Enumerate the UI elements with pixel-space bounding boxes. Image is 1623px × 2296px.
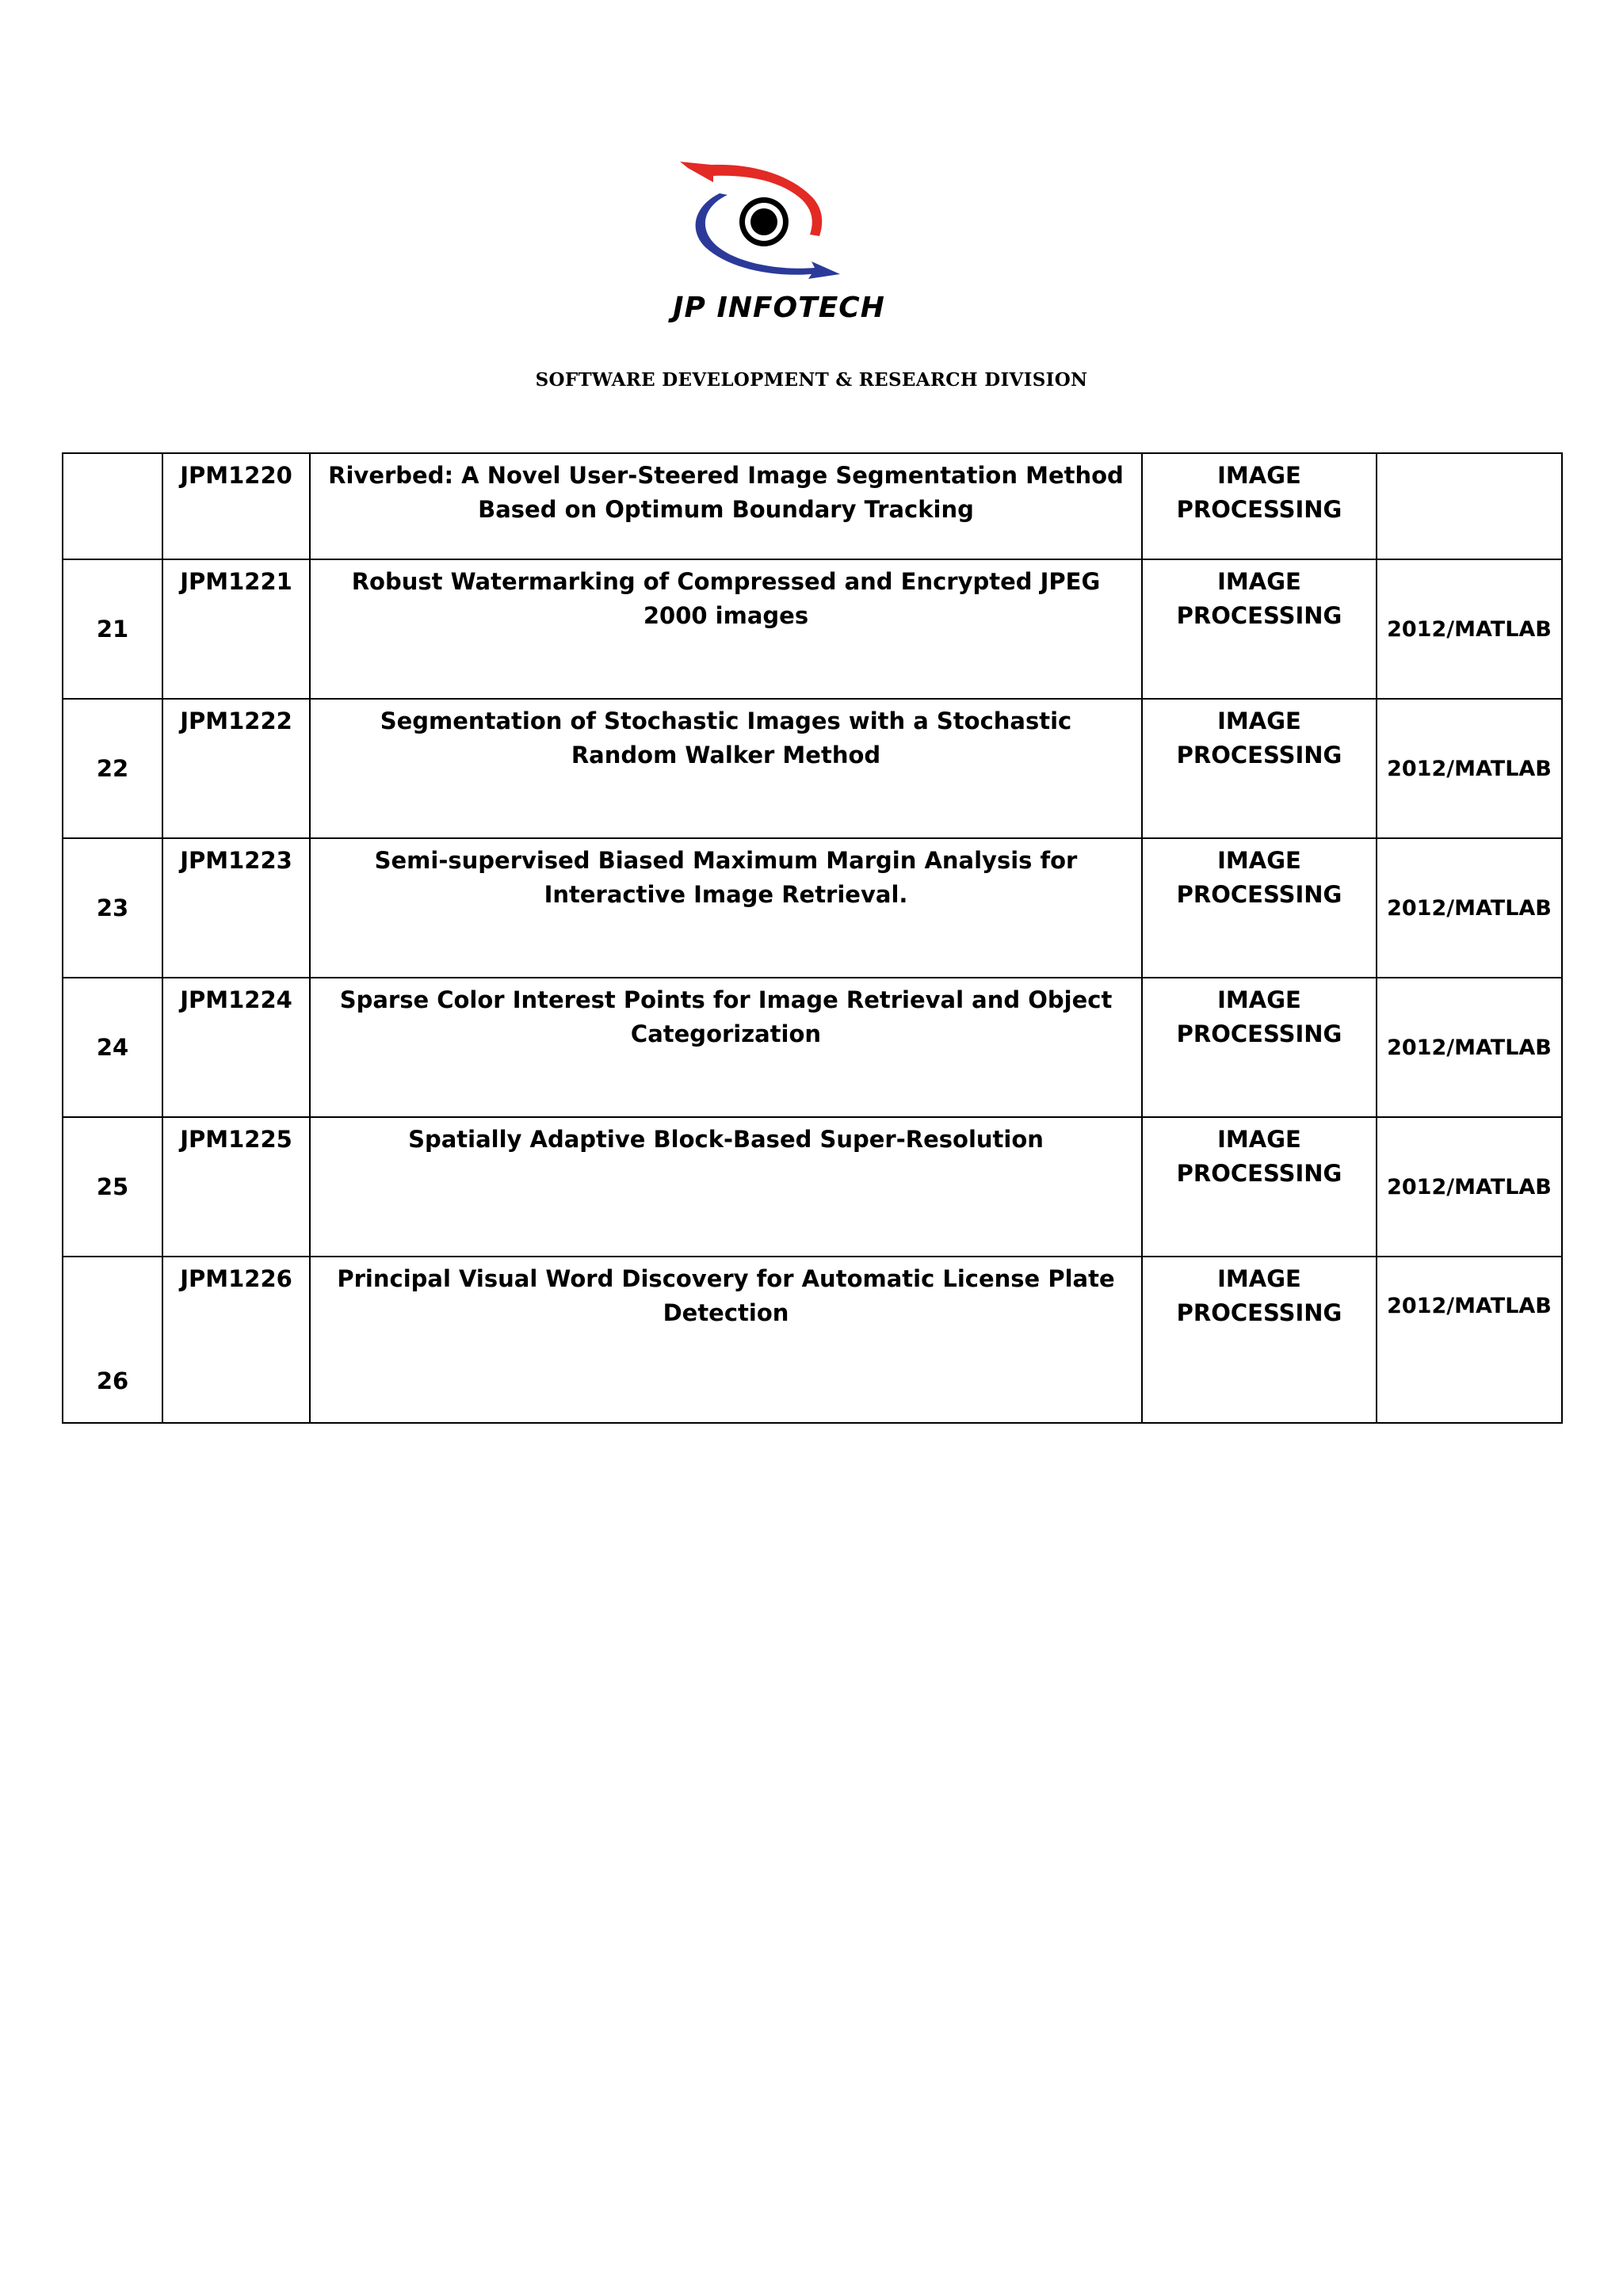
projects-table bbox=[62, 452, 1563, 1424]
table-row bbox=[63, 559, 1562, 699]
project-domain: IMAGE PROCESSING bbox=[1142, 453, 1377, 559]
table-row bbox=[63, 699, 1562, 838]
row-number: 26 bbox=[63, 1257, 162, 1423]
row-number: 23 bbox=[63, 838, 162, 978]
project-code: JPM1226 bbox=[162, 1257, 310, 1423]
project-year: 2012/MATLAB bbox=[1377, 699, 1562, 838]
project-domain: IMAGE PROCESSING bbox=[1142, 1117, 1377, 1257]
project-title: Sparse Color Interest Points for Image Retrieval and Object Categorization bbox=[310, 978, 1142, 1117]
project-year: 2012/MATLAB bbox=[1377, 1257, 1562, 1423]
table-row bbox=[63, 453, 1562, 559]
project-code: JPM1224 bbox=[162, 978, 310, 1117]
table-row bbox=[63, 1117, 1562, 1257]
company-logo bbox=[664, 158, 894, 333]
project-code: JPM1225 bbox=[162, 1117, 310, 1257]
project-year: 2012/MATLAB bbox=[1377, 978, 1562, 1117]
project-year: 2012/MATLAB bbox=[1377, 838, 1562, 978]
project-year bbox=[1377, 453, 1562, 559]
row-number: 21 bbox=[63, 559, 162, 699]
project-title: Spatially Adaptive Block-Based Super-Resolution bbox=[310, 1117, 1142, 1257]
project-code: JPM1220 bbox=[162, 453, 310, 559]
row-number: 24 bbox=[63, 978, 162, 1117]
company-name: JP INFOTECH bbox=[673, 292, 885, 324]
project-code: JPM1223 bbox=[162, 838, 310, 978]
project-domain: IMAGE PROCESSING bbox=[1142, 838, 1377, 978]
project-domain: IMAGE PROCESSING bbox=[1142, 1257, 1377, 1423]
project-title: Riverbed: A Novel User-Steered Image Segmentation Method Based on Optimum Boundary Tracking bbox=[310, 453, 1142, 559]
project-year: 2012/MATLAB bbox=[1377, 559, 1562, 699]
table-row bbox=[63, 978, 1562, 1117]
project-domain: IMAGE PROCESSING bbox=[1142, 699, 1377, 838]
project-domain: IMAGE PROCESSING bbox=[1142, 978, 1377, 1117]
project-year: 2012/MATLAB bbox=[1377, 1117, 1562, 1257]
table-row bbox=[63, 1257, 1562, 1423]
project-title: Semi-supervised Biased Maximum Margin Analysis for Interactive Image Retrieval. bbox=[310, 838, 1142, 978]
project-title: Principal Visual Word Discovery for Automatic License Plate Detection bbox=[310, 1257, 1142, 1423]
row-number bbox=[63, 453, 162, 559]
row-number: 22 bbox=[63, 699, 162, 838]
eye-arrows-logo-icon bbox=[664, 158, 894, 285]
division-title: SOFTWARE DEVELOPMENT & RESEARCH DIVISION bbox=[535, 369, 1088, 391]
project-domain: IMAGE PROCESSING bbox=[1142, 559, 1377, 699]
project-code: JPM1222 bbox=[162, 699, 310, 838]
table-row bbox=[63, 838, 1562, 978]
project-title: Robust Watermarking of Compressed and Encrypted JPEG 2000 images bbox=[310, 559, 1142, 699]
row-number: 25 bbox=[63, 1117, 162, 1257]
project-code: JPM1221 bbox=[162, 559, 310, 699]
project-title: Segmentation of Stochastic Images with a Stochastic Random Walker Method bbox=[310, 699, 1142, 838]
